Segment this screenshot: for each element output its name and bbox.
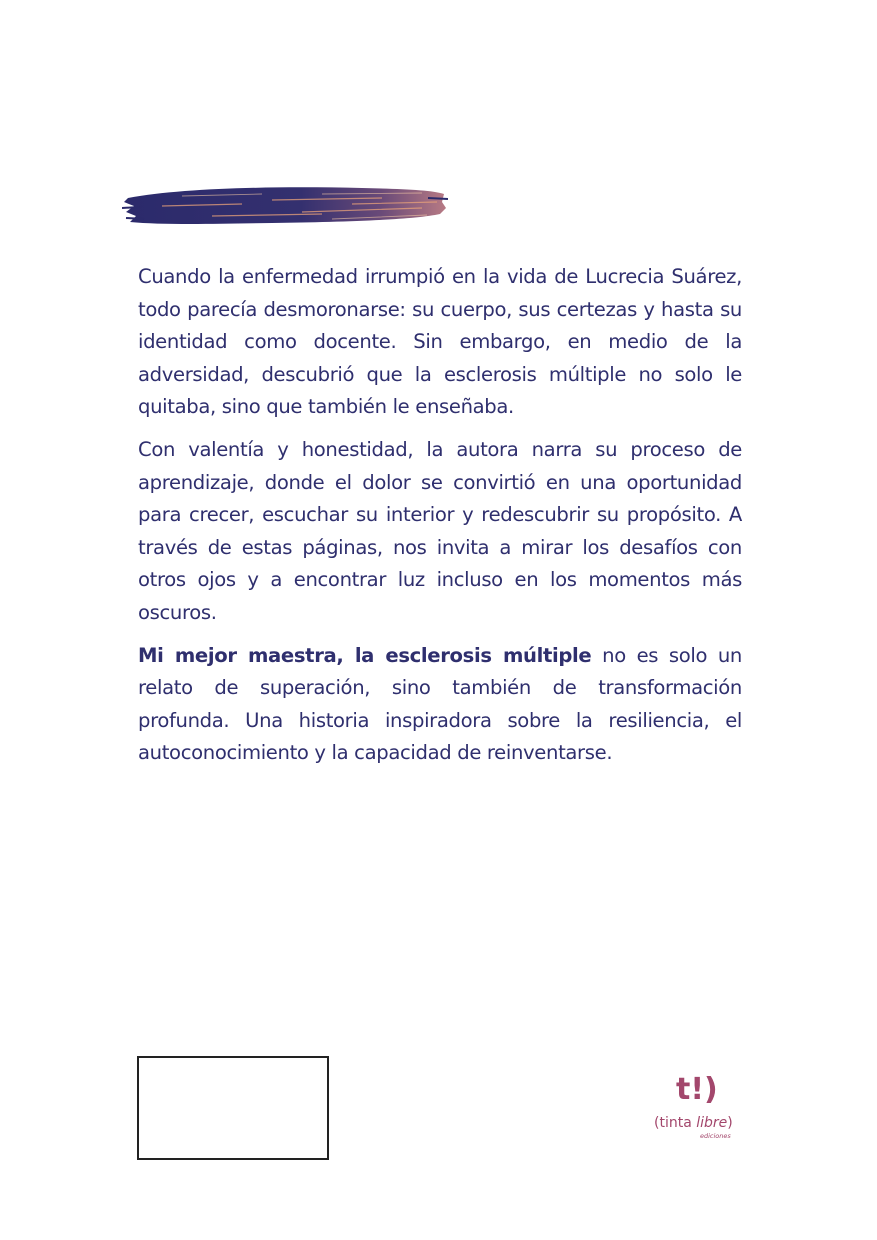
blurb-paragraph-3-text: no es solo un relato de superación, sino también de transformación profunda. Una historia inspiradora sobre la resiliencia, el autoconocimiento y la capacidad de reinventarse. xyxy=(138,643,742,765)
publisher-name-close: ) xyxy=(727,1115,733,1131)
blurb-paragraph-2: Con valentía y honestidad, la autora narra su proceso de aprendizaje, donde el dolor se convirtió en una oportunidad para crecer, escuchar su interior y redescubrir su propósito. A través de estas páginas, nos invita a mirar los desafíos con otros ojos y a encontrar luz incluso en los momentos más oscuros. xyxy=(138,437,742,624)
blurb-paragraph-3 xyxy=(138,640,742,770)
book-title-inline: Mi mejor maestra, la esclerosis múltiple xyxy=(138,643,592,667)
back-cover-blurb xyxy=(138,261,742,780)
publisher-name-italic: libre xyxy=(696,1115,728,1131)
publisher-logo xyxy=(650,1072,750,1152)
blurb-paragraph-1: Cuando la enfermedad irrumpió en la vida de Lucrecia Suárez, todo parecía desmoronarse: su cuerpo, sus certezas y hasta su identidad como docente. Sin embargo, en medio de la adversidad, descubrió que la esclerosis múltiple no solo le quitaba, sino que también le enseñaba. xyxy=(138,265,742,419)
publisher-name xyxy=(654,1114,733,1132)
publisher-subtitle: ediciones xyxy=(700,1132,731,1140)
publisher-name-open: (tinta xyxy=(654,1115,697,1131)
brush-stroke-decoration xyxy=(122,178,448,232)
publisher-logo-mark: t!) xyxy=(676,1072,718,1107)
barcode-placeholder xyxy=(137,1056,329,1160)
